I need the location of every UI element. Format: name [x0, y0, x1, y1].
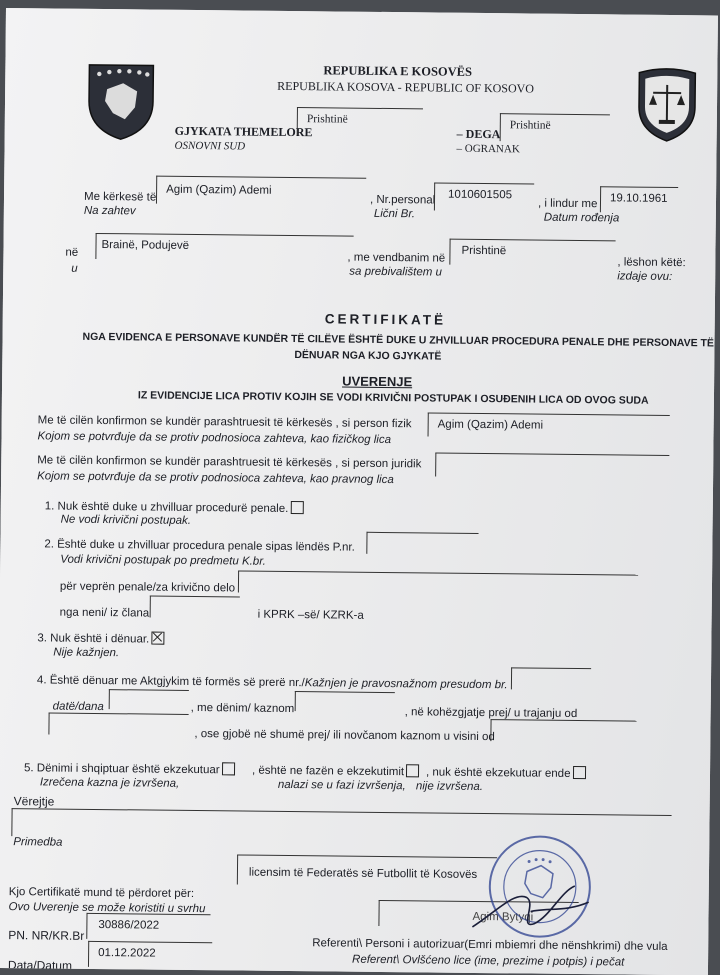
certificate-subtitle2: DËNUAR NGA KJO GJYKATË — [294, 349, 441, 363]
item2-offence-label: për veprën penale/za krivično delo — [60, 581, 235, 595]
confirm-legal-sr: Kojom se potvrđuje da se protiv podnosioca zahteva, kao pravnog lica — [37, 470, 394, 486]
item5a-label-sr: Izrečena kazna je izvršena, — [40, 776, 179, 789]
header-line1: REPUBLIKA E KOSOVËS — [323, 63, 472, 80]
referent-label-sr: Referent\ Ovlšćeno lice (ime, prezime i potpis) i pečat — [352, 954, 624, 969]
applicant-name-field[interactable]: Agim (Qazim) Ademi — [166, 184, 272, 197]
certificate-subtitle-sr: IZ EVIDENCIJE LICA PROTIV KOJIH SE VODI KRIVIČNI POSTUPAK I OSUĐENIH LICA OD OVOG SUDA — [138, 389, 649, 406]
issues-label-sr: izdaje ovu: — [617, 270, 672, 283]
item4-sentence-label: , me dënim/ kaznom — [191, 702, 295, 715]
in-execution-checkbox[interactable] — [406, 764, 419, 777]
date-field[interactable]: 01.12.2022 — [98, 947, 156, 960]
purpose-field[interactable]: licensim të Federatës së Futbollit të Kosovës — [249, 867, 477, 881]
birth-place-field[interactable]: Brainë, Podujevë — [101, 239, 189, 252]
confirm-physical: Me të cilën konfirmon se kundër parashtruesit të kërkesës , si person fizik — [38, 414, 412, 430]
signature-icon — [466, 871, 597, 942]
item4-date-label: datë/dana — [53, 701, 104, 714]
request-label: Me kërkesë të — [84, 191, 156, 204]
executed-checkbox[interactable] — [222, 762, 235, 775]
kosovo-emblem-icon — [85, 61, 158, 142]
court-label-sr: OSNOVNI SUD — [175, 140, 246, 153]
in-label-sr: u — [71, 263, 78, 275]
item3-label-sr: Nije kažnjen. — [53, 647, 119, 660]
residence-label: , me vendbanim në — [347, 252, 445, 265]
court-emblem-icon — [635, 65, 700, 144]
certificate-page — [0, 8, 718, 975]
residence-field[interactable]: Prishtinë — [461, 245, 506, 257]
item3-label: 3. Nuk është i dënuar. — [37, 630, 164, 645]
item1-label: 1. Nuk është duke u zhvilluar procedurë penale. — [45, 498, 304, 515]
court-label: GJYKATA THEMELORE — [175, 124, 313, 140]
court-field[interactable]: Prishtinë — [307, 113, 348, 125]
item1-label-sr: Ne vodi krivični postupak. — [61, 514, 192, 527]
confirm-physical-sr: Kojom se potvrđuje da se protiv podnosioca zahteva, kao fizičkog lica — [37, 430, 391, 446]
item4-duration-label: , në kohëzgjatje prej/ u trajanju od — [405, 706, 578, 720]
remarks-label: Vërejtje — [14, 794, 55, 808]
certificate-subtitle1: NGA EVIDENCA E PERSONAVE KUNDËR TË CILËVE ËSHTË DUKE U ZHVILLUAR PROCEDURA PENALE DHE PERSONAVE TË — [82, 331, 714, 350]
item2-article-label: nga neni/ iz člana — [60, 607, 150, 620]
item5a-label: 5. Dënimi i shqiptuar është ekzekutuar — [24, 760, 235, 776]
item5c-label: , nuk është ekzekutuar ende — [426, 764, 586, 780]
item2-code-label: i KPRK –së/ KZRK-a — [258, 609, 364, 622]
branch-field[interactable]: Prishtinë — [510, 119, 551, 131]
item2-label-sr: Vodi krivični postupak po predmetu K.br. — [60, 554, 266, 568]
certificate-title: CERTIFIKATË — [325, 311, 446, 327]
born-label: , i lindur me — [538, 198, 598, 211]
confirm-legal: Me të cilën konfirmon se kundër parashtruesit të kërkesës , si person juridik — [37, 454, 421, 470]
pn-field[interactable]: 30886/2022 — [98, 919, 159, 932]
residence-label-sr: sa prebivalištem u — [349, 266, 442, 279]
item5b-label-sr: nalazi se u fazi izvršenja, — [278, 779, 406, 792]
item5c-label-sr: nije izvršena. — [416, 780, 483, 793]
branch-label: – DEGA — [457, 127, 501, 142]
signer-name: Agim Bytyqi — [472, 911, 533, 924]
remarks-label-sr: Primedba — [13, 836, 62, 849]
item5b-label: , është ne fazën e ekzekutimit — [252, 763, 419, 779]
header-line2: REPUBLIKA KOSOVA - REPUBLIC OF KOSOVO — [277, 79, 534, 97]
birth-date-field[interactable]: 19.10.1961 — [610, 192, 668, 205]
certificate-title-sr: UVERENJE — [342, 374, 412, 390]
physical-person-field[interactable]: Agim (Qazim) Ademi — [438, 419, 544, 432]
date-label: Data/Datum — [8, 958, 72, 973]
personal-no-label-sr: Lični Br. — [374, 208, 415, 220]
item1-checkbox[interactable] — [290, 501, 303, 514]
personal-no-label: , Nr.personal — [370, 194, 435, 207]
item2-label: 2. Është duke u zhvilluar procedura penale sipas lëndës P.nr. — [44, 538, 355, 553]
request-label-sr: Na zahtev — [84, 205, 136, 218]
use-label-sr: Ovo Uverenje se može koristiti u svrhu — [9, 901, 206, 915]
referent-label: Referenti\ Personi i autorizuar(Emri mbiemri dhe nënshkrimi) dhe vula — [312, 937, 667, 953]
personal-no-field[interactable]: 1010601505 — [448, 189, 512, 202]
item3-checkbox-checked[interactable] — [151, 632, 164, 645]
pn-label: PN. NR/KR.Br — [8, 928, 84, 943]
in-label: në — [65, 247, 78, 259]
issues-label: , lëshon këtë: — [617, 256, 686, 269]
item4-fine-label: , ose gjobë në shumë prej/ ili novčanom kaznom u visini od — [194, 728, 495, 743]
not-executed-checkbox[interactable] — [572, 766, 585, 779]
branch-label-sr: – OGRANAK — [456, 143, 519, 156]
item4-label: 4. Është dënuar me Aktgjykim të formës së prerë nr./Kažnjen je pravosnažnom presudom br. — [37, 674, 508, 691]
born-label-sr: Datum rođenja — [544, 212, 620, 225]
use-label: Kjo Certifikatë mund të përdoret për: — [9, 886, 194, 900]
